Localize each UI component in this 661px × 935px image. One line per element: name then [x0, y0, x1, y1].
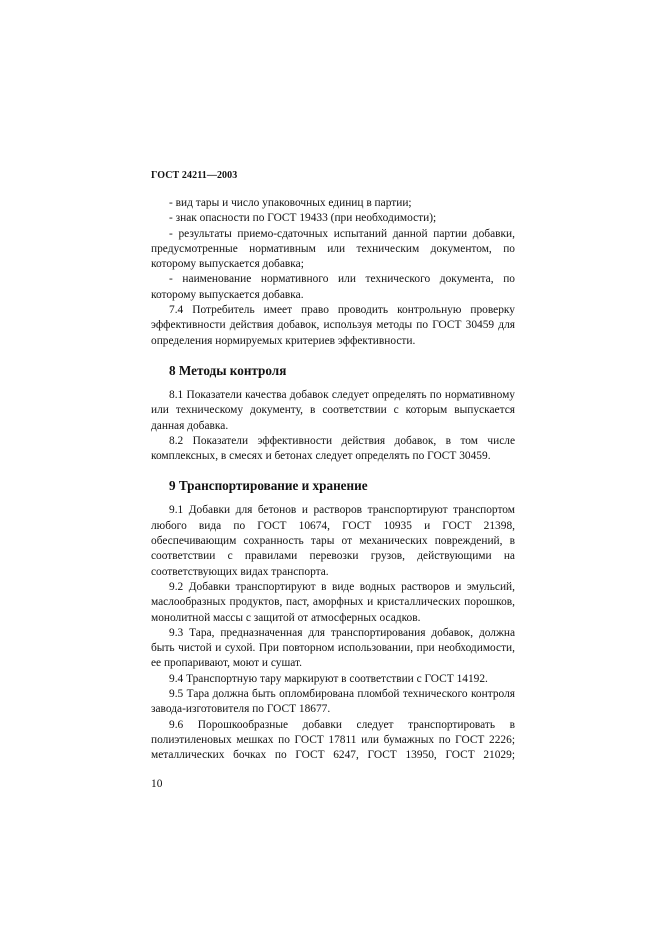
- paragraph-9-4: 9.4 Транспортную тару маркируют в соответствии с ГОСТ 14192.: [169, 672, 488, 685]
- document-body: [151, 196, 515, 764]
- paragraph-7-4: 7.4 Потребитель имеет право проводить контрольную проверку эффективности действия добавок, используя методы по ГОСТ 30459 для определения нормируемых критериев эффективности.: [151, 304, 515, 347]
- list-item-document-name: - наименование нормативного или технического документа, по которому выпускается добавка.: [151, 273, 515, 301]
- list-item-hazard-sign: - знак опасности по ГОСТ 19433 (при необходимости);: [169, 212, 437, 225]
- section-heading-9: 9 Транспортирование и хранение: [169, 478, 368, 494]
- document-header: ГОСТ 24211—2003: [151, 170, 238, 181]
- paragraph-9-1: 9.1 Добавки для бетонов и растворов транспортируют транспортом любого вида по ГОСТ 10674, ГОСТ 10935 и ГОСТ 21398, обеспечивающим сохранность тары от механических повреждений, в соответствии с правилами перевозки грузов, действующими на соответствующих видах транспорта.: [151, 504, 515, 578]
- paragraph-9-5: 9.5 Тара должна быть опломбирована пломбой технического контроля завода-изготовителя по ГОСТ 18677.: [151, 688, 515, 716]
- document-page: [151, 170, 515, 790]
- page-number: 10: [151, 777, 163, 790]
- section-heading-8: 8 Методы контроля: [169, 362, 287, 378]
- paragraph-9-6: 9.6 Порошкообразные добавки следует транспортировать в полиэтиленовых мешках по ГОСТ 17811 или бумажных по ГОСТ 2226; металлических бочках по ГОСТ 6247, ГОСТ 13950, ГОСТ 21029;: [151, 718, 515, 762]
- list-item-container-type: - вид тары и число упаковочных единиц в партии;: [169, 197, 412, 209]
- paragraph-9-3: 9.3 Тара, предназначенная для транспортирования добавок, должна быть чистой и сухой. При повторном использовании, при необходимости, ее пропаривают, моют и сушат.: [151, 626, 515, 670]
- paragraph-9-2: 9.2 Добавки транспортируют в виде водных растворов и эмульсий, маслообразных продуктов, паст, аморфных и кристаллических порошков, монолитной массы с защитой от атмосферных осадков.: [151, 580, 515, 624]
- list-item-test-results: - результаты приемо-сдаточных испытаний данной партии добавки, предусмотренные нормативным или техническим документом, по которому выпускается добавка;: [151, 227, 515, 271]
- paragraph-8-1: 8.1 Показатели качества добавок следует определять по нормативному или техническому документу, в соответствии с которым выпускается данная добавка.: [151, 388, 515, 432]
- paragraph-8-2: 8.2 Показатели эффективности действия добавок, в том числе комплексных, в смесях и бетонах следует определять по ГОСТ 30459.: [151, 434, 515, 463]
